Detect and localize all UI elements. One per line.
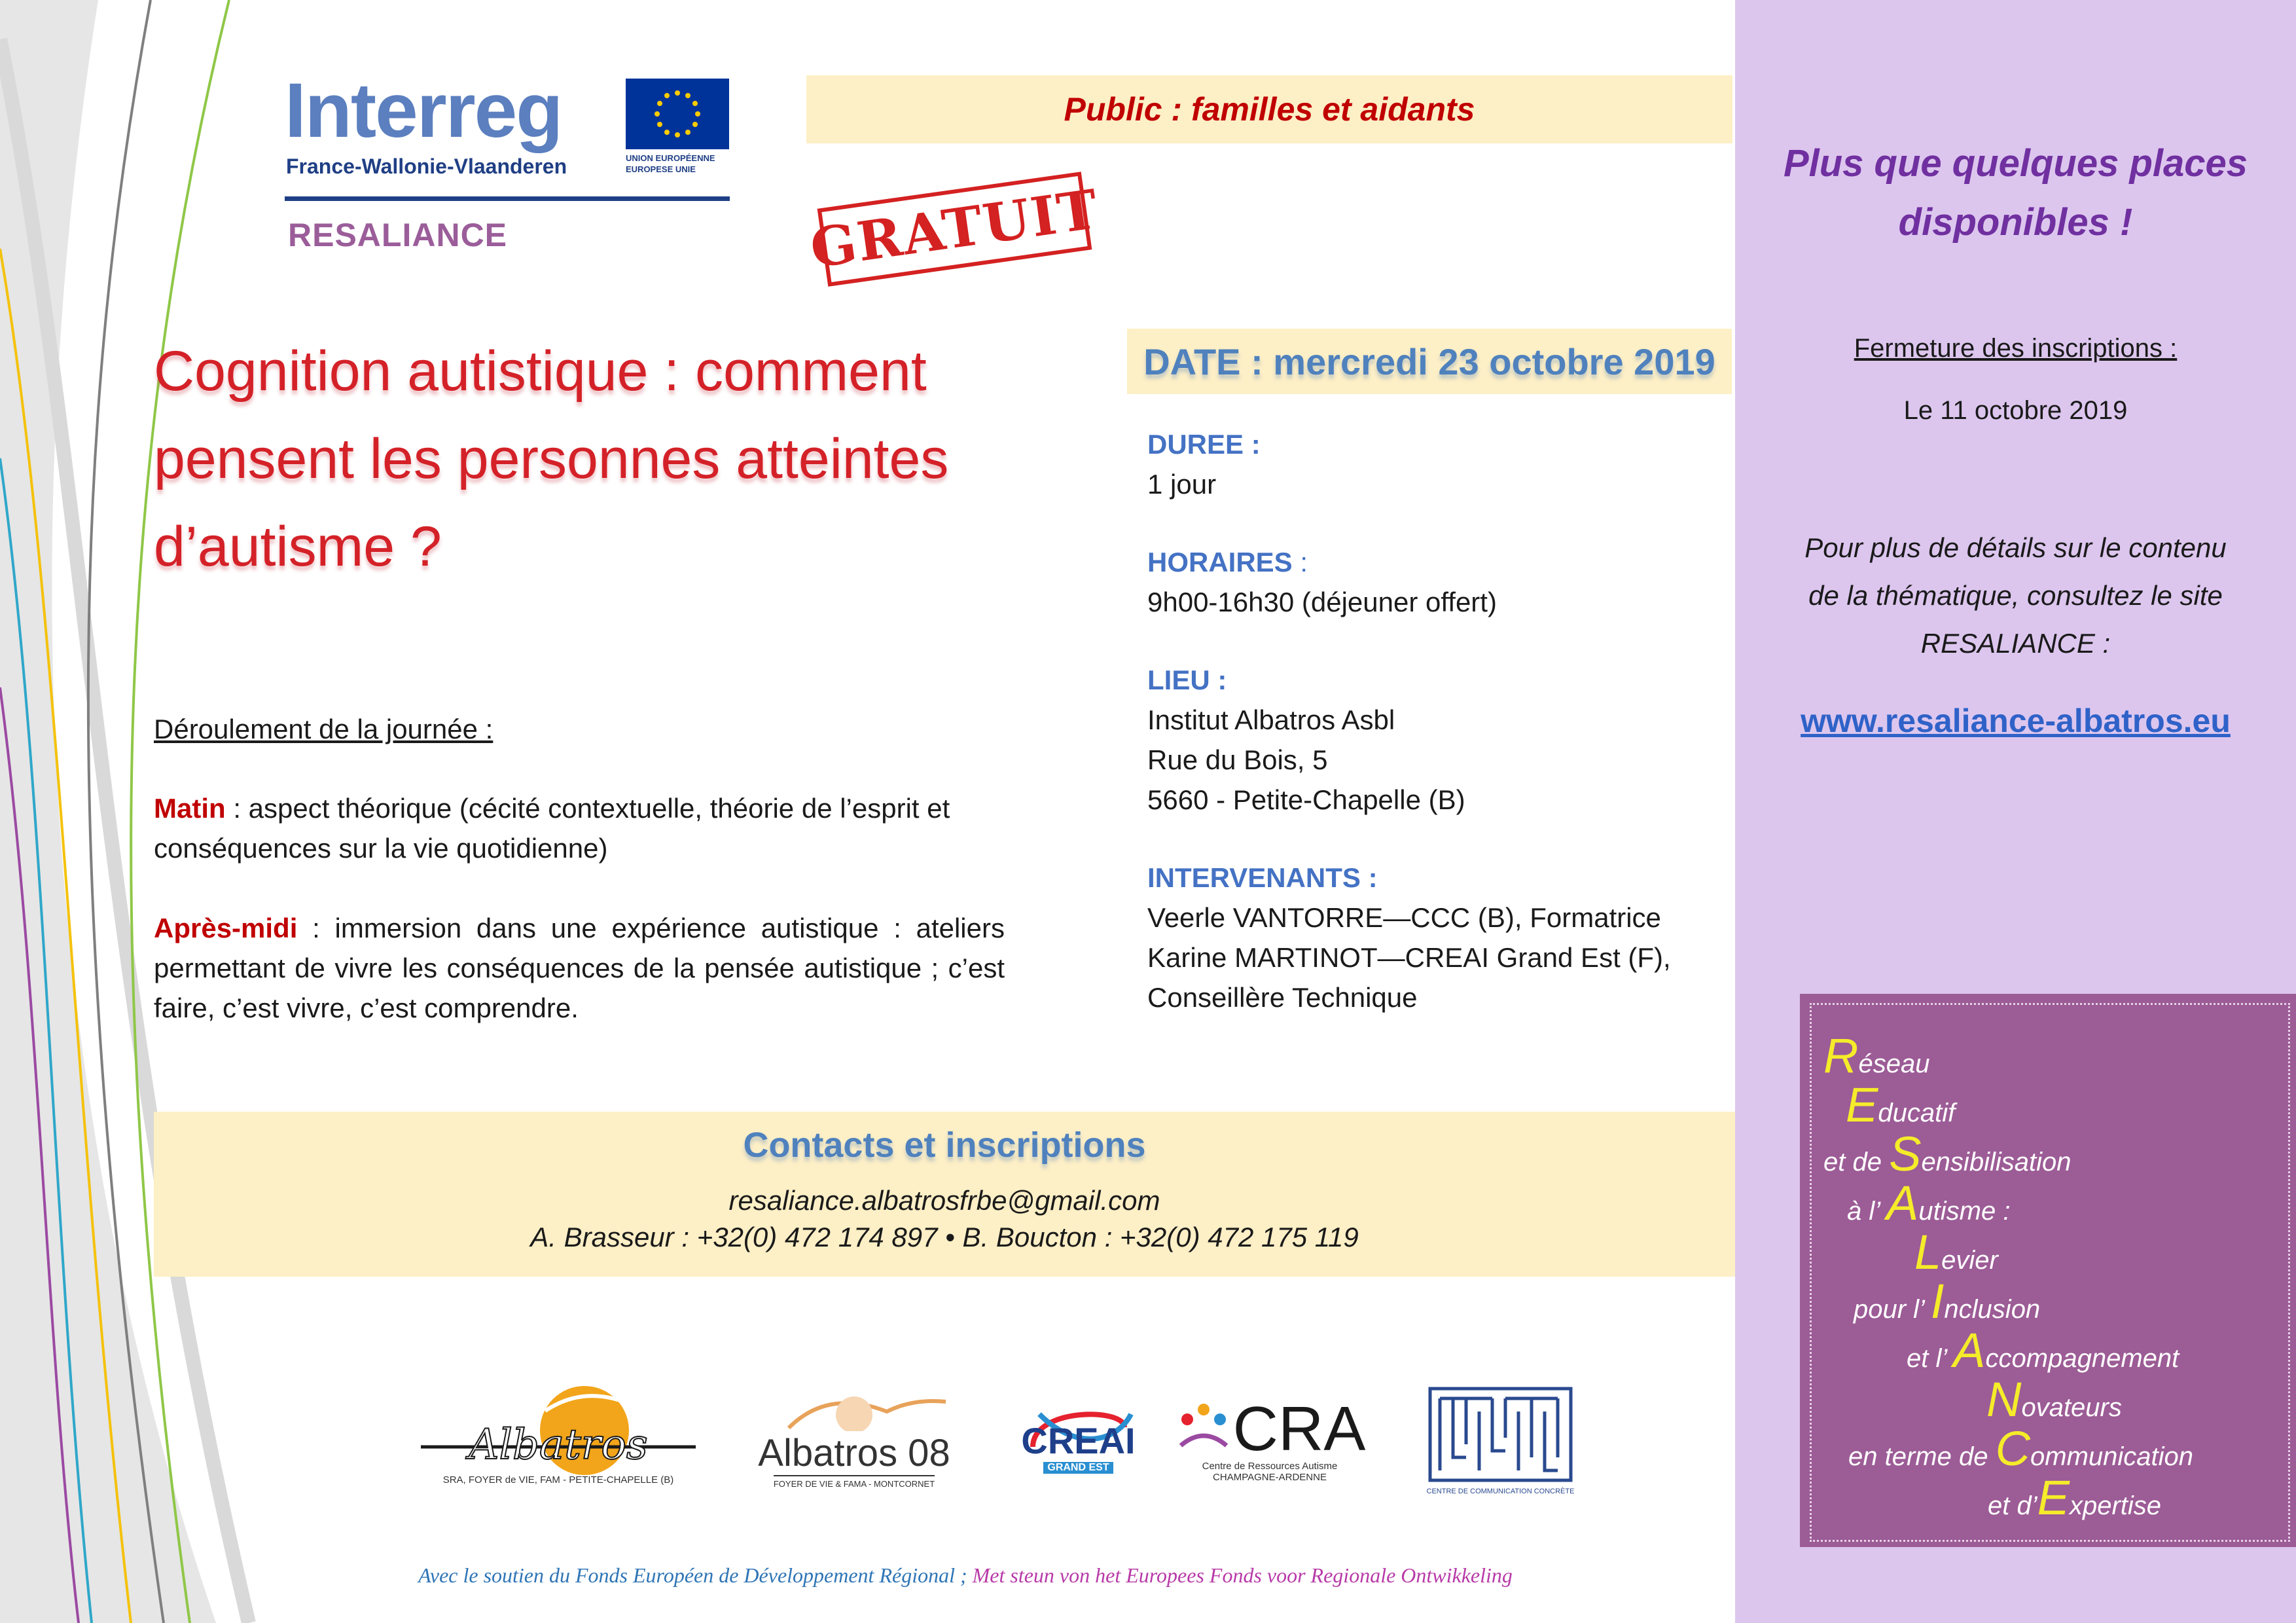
- cra-logo-sub1: Centre de Ressources Autisme: [1202, 1461, 1338, 1472]
- duration-value: 1 jour: [1147, 469, 1217, 500]
- details-line: RESALIANCE :: [1920, 628, 2111, 659]
- event-info: [1147, 424, 1736, 1017]
- place-label: LIEU :: [1147, 665, 1227, 695]
- afternoon-label: Après-midi: [154, 913, 298, 943]
- acronym-letter: E: [2037, 1470, 2070, 1525]
- acronym-line: [1846, 1077, 1955, 1133]
- eu-label: [626, 153, 715, 175]
- hours-value: 9h00-16h30 (déjeuner offert): [1147, 587, 1497, 617]
- ccc-logo: [1424, 1381, 1577, 1499]
- acronym-line: [1986, 1372, 2122, 1427]
- speaker-line: Karine MARTINOT—CREAI Grand Est (F),: [1147, 942, 1671, 973]
- acronym-rest: ccompagnement: [1985, 1344, 2179, 1373]
- footer-funding-note: [196, 1563, 1734, 1588]
- acronym-letter: A: [1886, 1176, 1919, 1230]
- creai-logo-sub: GRAND EST: [1043, 1462, 1113, 1474]
- places-line: Plus que quelques places: [1783, 142, 2248, 185]
- contact-email[interactable]: resaliance.albatrosfrbe@gmail.com: [728, 1185, 1160, 1216]
- page-title: [154, 327, 1070, 591]
- eu-label-fr: UNION EUROPÉENNE: [626, 153, 715, 163]
- acronym-letter: N: [1986, 1372, 2022, 1427]
- acronym-letter: A: [1953, 1323, 1986, 1377]
- acronym-prefix: en terme de: [1848, 1442, 1996, 1471]
- programme-morning: [154, 788, 1005, 868]
- hours-colon: :: [1292, 547, 1308, 577]
- acronym-rest: nclusion: [1944, 1295, 2041, 1324]
- acronym-line: [1854, 1273, 2040, 1329]
- closing-label: Fermeture des inscriptions :: [1854, 334, 2178, 363]
- place-line: Institut Albatros Asbl: [1147, 704, 1395, 735]
- details-line: Pour plus de détails sur le contenu: [1804, 532, 2227, 563]
- acronym-rest: ommunication: [2030, 1442, 2194, 1471]
- acronym-rest: utisme :: [1918, 1197, 2011, 1226]
- ccc-maze-icon: [1427, 1385, 1574, 1484]
- details-line: de la thématique, consultez le site: [1808, 580, 2223, 611]
- acronym-prefix: et de: [1823, 1148, 1890, 1176]
- public-banner: Public : familles et aidants: [806, 75, 1732, 143]
- acronym-rest: xpertise: [2069, 1491, 2162, 1520]
- ccc-logo-sub: CENTRE DE COMMUNICATION CONCRÈTE: [1426, 1487, 1575, 1495]
- cra-logo-sub2: CHAMPAGNE-ARDENNE: [1213, 1472, 1327, 1483]
- programme-heading: Déroulement de la journée :: [154, 714, 493, 744]
- interreg-region-text: France-Wallonie-Vlaanderen: [286, 155, 567, 178]
- acronym-rest: ducatif: [1878, 1099, 1956, 1127]
- contacts-title: Contacts et inscriptions: [743, 1125, 1146, 1165]
- acronym-rest: ensibilisation: [1921, 1148, 2072, 1176]
- cra-logo: [1168, 1388, 1371, 1493]
- acronym-line: [1847, 1175, 2010, 1231]
- acronym-prefix: pour l’: [1854, 1295, 1931, 1324]
- acronym-line: [1823, 1028, 1929, 1084]
- hours-label: HORAIRES: [1147, 547, 1293, 577]
- website-link[interactable]: www.resaliance-albatros.eu: [1801, 702, 2231, 739]
- albatros-logo: [411, 1357, 706, 1514]
- albatros08-logo-sub: FOYER DE VIE & FAMA - MONTCORNET: [774, 1475, 935, 1489]
- afternoon-text: : immersion dans une expérience autistique : ateliers permettant de vivre les conséquences de la pensée autistique ; c’est faire, c’est vivre, c’est comprendre.: [154, 913, 1005, 1023]
- acronym-rest: ovateurs: [2021, 1393, 2122, 1422]
- eu-label-nl: EUROPESE UNIE: [626, 164, 696, 174]
- acronym-letter: L: [1914, 1225, 1942, 1279]
- details-text: [1735, 524, 2296, 667]
- speaker-line: Conseillère Technique: [1147, 982, 1418, 1013]
- acronym-letter: E: [1846, 1078, 1878, 1132]
- acronym-letter: S: [1889, 1127, 1922, 1181]
- cra-logo-name: CRA: [1232, 1394, 1366, 1464]
- closing-date: Le 11 octobre 2019: [1903, 396, 2128, 425]
- place-line: 5660 - Petite-Chapelle (B): [1147, 784, 1465, 815]
- acronym-line: [1914, 1224, 1998, 1280]
- albatros-logo-sub: SRA, FOYER de VIE, FAM - PETITE-CHAPELLE (B): [442, 1474, 674, 1486]
- albatros08-logo: [740, 1375, 969, 1499]
- acronym-line: [1907, 1322, 2179, 1378]
- acronym-line: [1848, 1421, 2193, 1476]
- title-line: pensent les personnes atteintes: [154, 428, 949, 490]
- contact-phones: A. Brasseur : +32(0) 472 174 897 • B. Boucton : +32(0) 472 175 119: [530, 1222, 1359, 1252]
- morning-label: Matin: [154, 793, 226, 824]
- title-line: d’autisme ?: [154, 515, 442, 578]
- footer-nl: Met steun von het Europees Fonds voor Regionale Ontwikkeling: [967, 1563, 1513, 1587]
- acronym-line: [1988, 1470, 2161, 1525]
- speaker-line: Veerle VANTORRE—CCC (B), Formatrice: [1147, 902, 1661, 933]
- acronym-prefix: à l’: [1847, 1197, 1887, 1226]
- places-notice: [1735, 134, 2296, 252]
- albatros08-sun-icon: [756, 1385, 952, 1431]
- albatros08-logo-name: Albatros 08: [758, 1432, 950, 1474]
- resaliance-project-name: RESALIANCE: [288, 217, 508, 253]
- creai-logo-name: CREAI: [1021, 1419, 1136, 1461]
- date-banner: DATE : mercredi 23 octobre 2019: [1127, 329, 1732, 394]
- cra-people-icon: [1174, 1400, 1233, 1459]
- morning-text: : aspect théorique (cécité contextuelle, théorie de l’esprit et conséquences sur la vie quotidienne): [154, 793, 950, 864]
- acronym-letter: I: [1930, 1274, 1945, 1328]
- footer-fr: Avec le soutien du Fonds Européen de Développement Régional ;: [418, 1563, 967, 1587]
- place-line: Rue du Bois, 5: [1147, 744, 1328, 775]
- programme-afternoon: [154, 908, 1005, 1028]
- acronym-letter: R: [1823, 1029, 1859, 1083]
- contacts-panel: [154, 1112, 1735, 1277]
- acronym-prefix: et l’: [1907, 1344, 1954, 1373]
- acronym-letter: C: [1995, 1421, 2031, 1476]
- acronym-rest: evier: [1941, 1246, 1998, 1275]
- duration-label: DUREE :: [1147, 429, 1261, 460]
- gratuit-stamp: GRATUIT: [817, 172, 1092, 286]
- logo-divider: [285, 196, 730, 201]
- acronym-prefix: et d’: [1988, 1491, 2037, 1520]
- hours-label-row: [1147, 542, 1736, 582]
- places-line: disponibles !: [1898, 201, 2133, 244]
- albatros-logo-name: Albatros: [469, 1421, 648, 1469]
- eu-flag-icon: [626, 79, 729, 149]
- speakers-label: INTERVENANTS :: [1147, 862, 1378, 893]
- cra-logo-row: [1174, 1394, 1366, 1464]
- acronym-rest: éseau: [1858, 1049, 1930, 1078]
- acronym-line: [1823, 1126, 2071, 1182]
- interreg-logo-text: Interreg: [285, 67, 562, 154]
- title-line: Cognition autistique : comment: [154, 340, 927, 403]
- creai-logo: [1011, 1381, 1145, 1493]
